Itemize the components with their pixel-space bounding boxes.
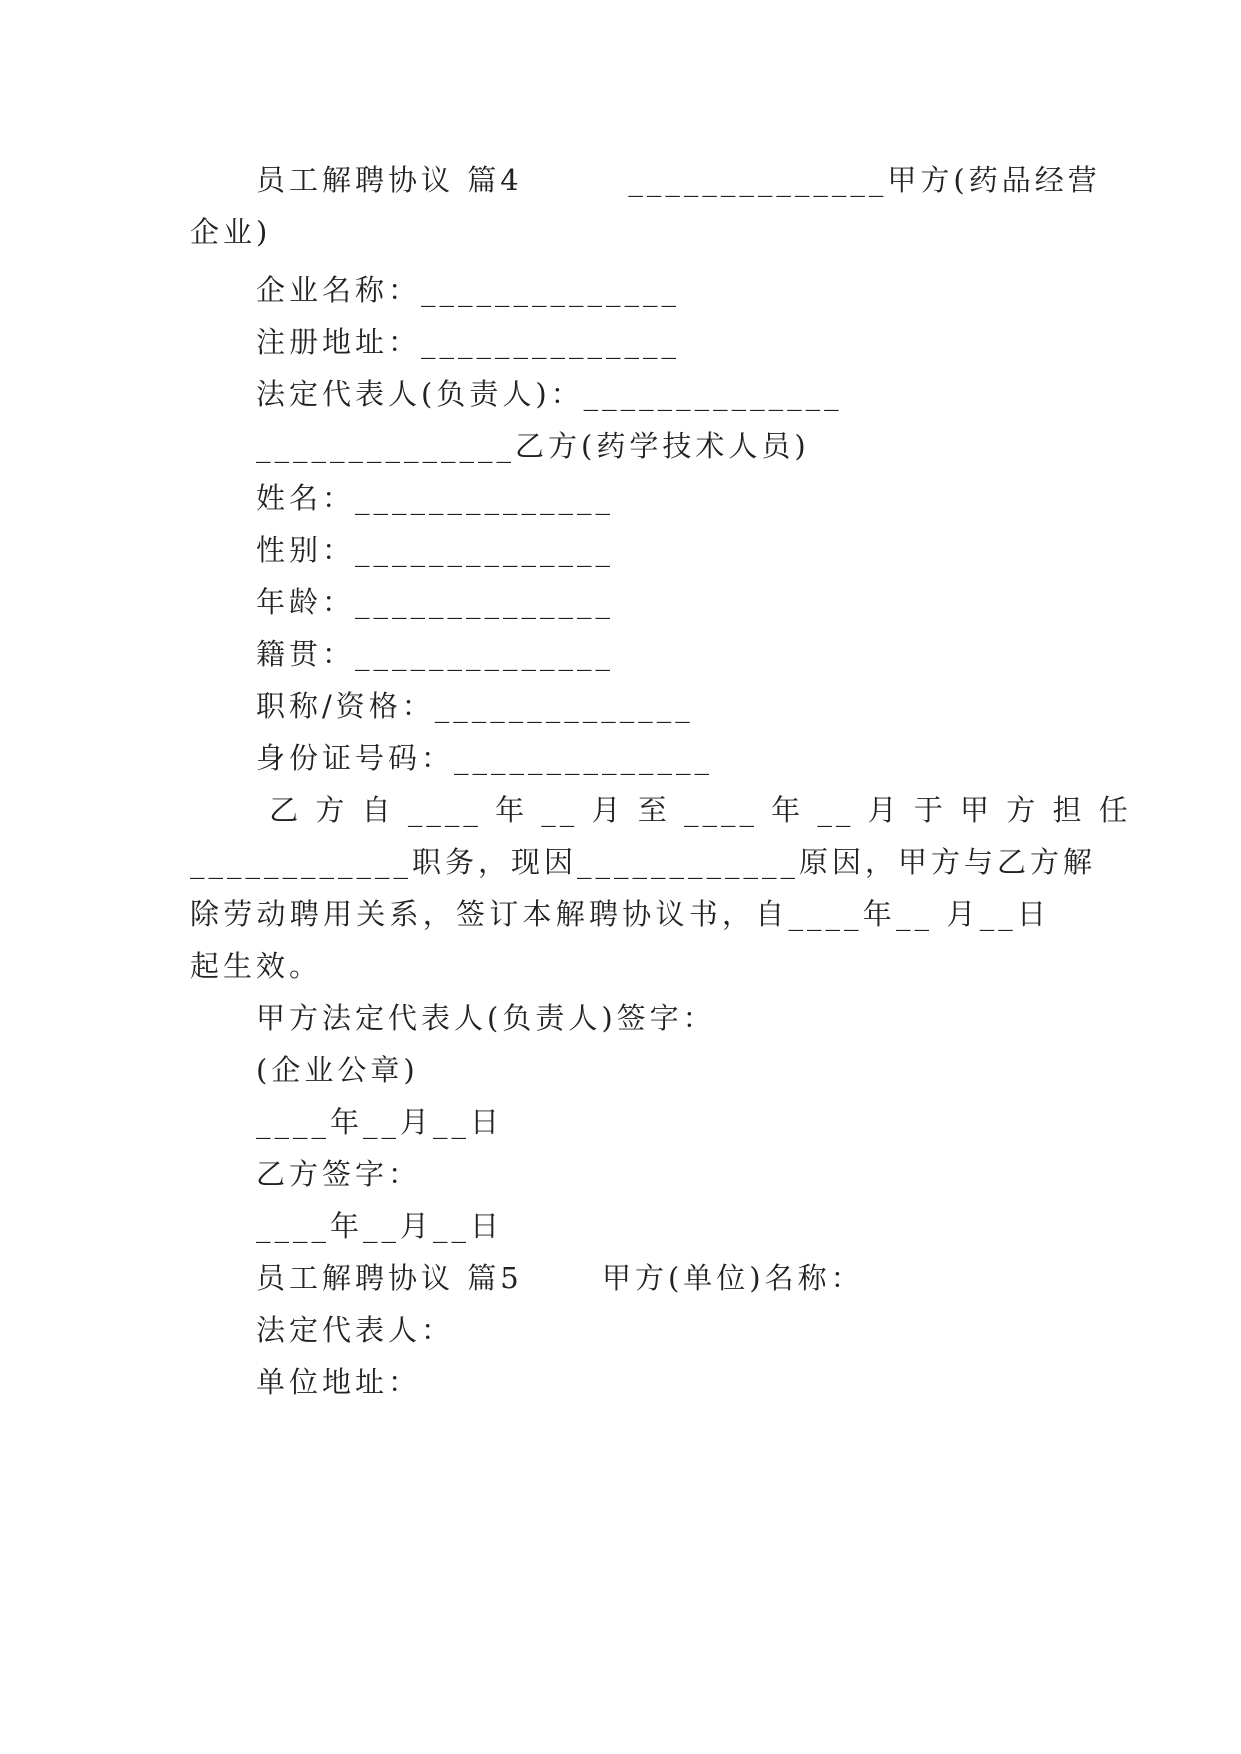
termination-paragraph-line-3: 除劳动聘用关系，签订本解聘协议书，自____年__ 月__日 [190, 897, 1050, 931]
termination-paragraph-line-1: 乙 方 自 ____ 年 __ 月 至 ____ 年 __ 月 于 甲 方 担 任 [256, 793, 1132, 827]
agreement-5-heading: 员工解聘协议 篇5 甲方(单位)名称： [256, 1261, 864, 1295]
party-b-signature: 乙方签字： [256, 1157, 422, 1191]
name-field: 姓名：______________ [256, 481, 615, 515]
unit-address-label: 单位地址： [256, 1365, 422, 1399]
agreement-4-heading: 员工解聘协议 篇4 ______________甲方(药品经营 [256, 163, 1101, 197]
title-qualification-field: 职称/资格：______________ [256, 689, 694, 723]
legal-representative-label: 法定代表人： [256, 1313, 455, 1347]
termination-paragraph-line-2: ____________职务，现因____________原因，甲方与乙方解 [190, 845, 1097, 879]
gender-field: 性别：______________ [256, 533, 615, 567]
party-a-signature: 甲方法定代表人(负责人)签字： [256, 1001, 716, 1035]
party-b-date: ____年__月__日 [256, 1209, 504, 1243]
legal-representative-field: 法定代表人(负责人)：______________ [256, 377, 843, 411]
company-seal: (企业公章) [256, 1053, 419, 1087]
age-field: 年龄：______________ [256, 585, 615, 619]
party-a-type-continuation: 企业) [190, 215, 272, 249]
id-number-field: 身份证号码：______________ [256, 741, 714, 775]
party-a-date: ____年__月__日 [256, 1105, 504, 1139]
termination-paragraph-line-4: 起生效。 [190, 949, 323, 983]
party-b-heading: ______________乙方(药学技术人员) [256, 429, 810, 463]
company-name-field: 企业名称：______________ [256, 273, 681, 307]
registered-address-field: 注册地址：______________ [256, 325, 681, 359]
native-place-field: 籍贯：______________ [256, 637, 615, 671]
